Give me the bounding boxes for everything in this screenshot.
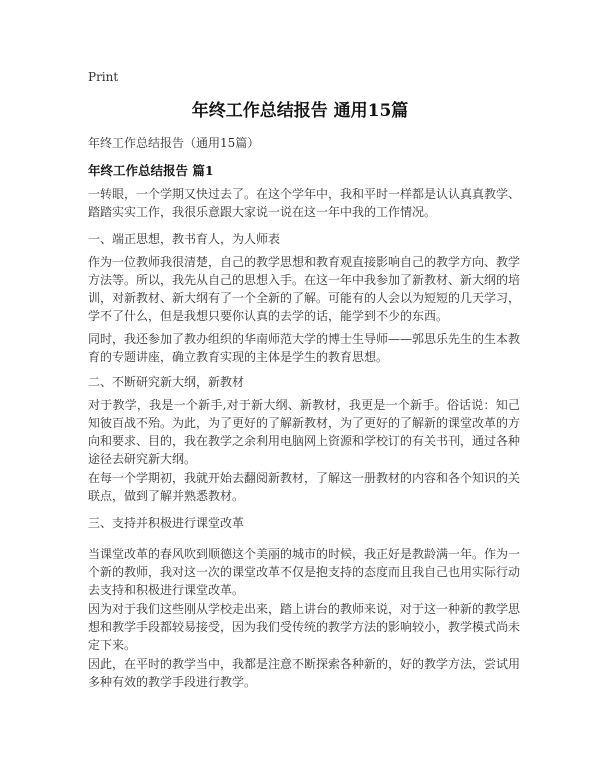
- subheading-paragraph: 二、不断研究新大纲，新教材: [88, 375, 245, 389]
- document-subtitle: 年终工作总结报告（通用15篇）: [88, 136, 260, 150]
- paragraph: 同时，我还参加了教办组织的华南师范大学的博士生导师——郭思乐先生的生本教育的专题讲座，确立教育实现的主体是学生的教育思想。: [88, 332, 521, 364]
- print-label[interactable]: Print: [88, 70, 119, 84]
- paragraph: 在每一个学期初，我就开始去翻阅新教材，了解这一册教材的内容和各个知识的关联点，做到了解并熟悉教材。: [88, 471, 521, 503]
- paragraph: 一转眼，一个学期又快过去了。在这个学年中，我和平时一样都是认认真真教学、踏踏实实工作，我很乐意跟大家说一说在这一年中我的工作情况。: [88, 187, 521, 219]
- section-heading: 年终工作总结报告 篇1: [88, 163, 214, 178]
- subheading-paragraph: 三、支持并积极进行课堂改革: [88, 516, 245, 530]
- paragraph: 当课堂改革的春风吹到顺德这个美丽的城市的时候，我正好是教龄满一年。作为一个新的教师，我对这一次的课堂改革不仅是抱支持的态度而且我自己也用实际行动去支持和积极进行课堂改革。: [88, 547, 521, 597]
- subheading-paragraph: 一、端正思想，教书育人，为人师表: [88, 232, 281, 246]
- paragraph: 对于教学，我是一个新手,对于新大纲、新教材，我更是一个新手。俗话说：知己知彼百战不殆。为此，为了更好的了解新教材，为了更好的了解新的课堂改革的方向和要求、目的，我在教学之余利用电脑网上资源和学校订的有关书刊，通过各种途径去研究新大纲。: [88, 398, 521, 466]
- paragraph: 因为对于我们这些刚从学校走出来，踏上讲台的教师来说，对于这一种新的教学思想和教学手段都较易接受，因为我们受传统的教学方法的影响较小，教学模式尚未定下来。: [88, 602, 521, 652]
- paragraph: 因此，在平时的教学当中，我都是注意不断探索各种新的，好的教学方法，尝试用多种有效的教学手段进行教学。: [88, 657, 521, 689]
- paragraph: 作为一位教师我很清楚，自己的教学思想和教育观直接影响自己的教学方向、教学方法等。所以，我先从自己的思想入手。在这一年中我参加了新教材、新大纲的培训，对新教材、新大纲有了一个全新的了解。可能有的人会以为短短的几天学习，学不了什么，但是我想只要你认真的去学的话，能学到不少的东西。: [88, 255, 521, 323]
- page-title: 年终工作总结报告 通用15篇: [191, 101, 409, 121]
